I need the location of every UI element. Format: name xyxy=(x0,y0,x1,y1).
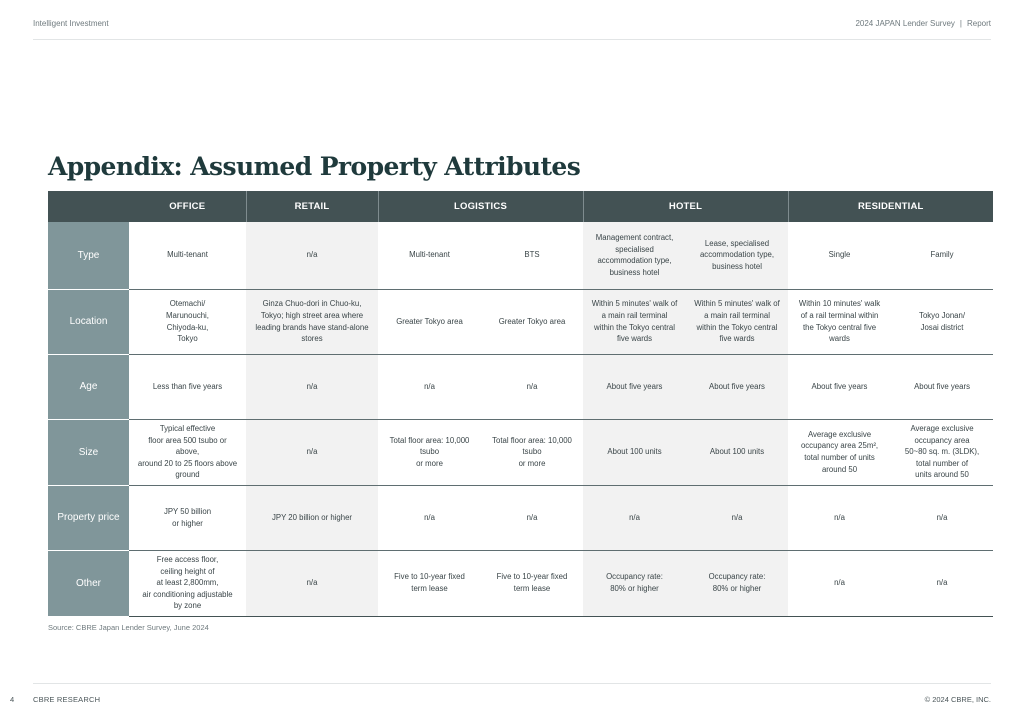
table-cell: n/a xyxy=(378,354,481,419)
group-header-residential: RESIDENTIAL xyxy=(788,191,993,222)
page-number: 4 xyxy=(10,695,15,704)
footer-publisher: CBRE RESEARCH xyxy=(33,695,101,704)
table-cell: Ginza Chuo-dori in Chuo-ku, Tokyo; high street area where leading brands have stand-alone stores xyxy=(246,289,378,354)
table-cell: Multi-tenant xyxy=(129,222,246,289)
header-divider xyxy=(33,39,991,40)
row-label-other: Other xyxy=(48,550,129,616)
table-row xyxy=(48,354,993,419)
table-cell: Five to 10-year fixed term lease xyxy=(378,550,481,616)
table-cell: About five years xyxy=(891,354,993,419)
table-cell: Total floor area: 10,000 tsubo or more xyxy=(378,419,481,485)
property-attributes-table xyxy=(48,191,993,617)
table-cell: n/a xyxy=(788,485,891,550)
table-cell: Occupancy rate: 80% or higher xyxy=(583,550,686,616)
table-cell: n/a xyxy=(481,354,583,419)
table-cell: About five years xyxy=(686,354,788,419)
table-cell: About 100 units xyxy=(686,419,788,485)
header-corner xyxy=(48,191,129,222)
table-cell: n/a xyxy=(246,550,378,616)
table-row xyxy=(48,550,993,616)
table-cell: Greater Tokyo area xyxy=(481,289,583,354)
table-row xyxy=(48,419,993,485)
row-label-location: Location xyxy=(48,289,129,354)
table-cell: Within 5 minutes' walk of a main rail terminal within the Tokyo central five wards xyxy=(686,289,788,354)
table-cell: n/a xyxy=(891,550,993,616)
table-cell: BTS xyxy=(481,222,583,289)
table-row xyxy=(48,485,993,550)
table-cell: Family xyxy=(891,222,993,289)
table-cell: Greater Tokyo area xyxy=(378,289,481,354)
page-title: Appendix: Assumed Property Attributes xyxy=(48,152,581,181)
table-cell: JPY 20 billion or higher xyxy=(246,485,378,550)
table-cell: About 100 units xyxy=(583,419,686,485)
table-cell: n/a xyxy=(686,485,788,550)
table-cell: Within 5 minutes' walk of a main rail terminal within the Tokyo central five wards xyxy=(583,289,686,354)
header-survey-name: 2024 JAPAN Lender Survey xyxy=(855,19,955,28)
table-cell: Otemachi/ Marunouchi, Chiyoda-ku, Tokyo xyxy=(129,289,246,354)
table-cell: About five years xyxy=(583,354,686,419)
row-label-property-price: Property price xyxy=(48,485,129,550)
table-cell: JPY 50 billion or higher xyxy=(129,485,246,550)
table-cell: Multi-tenant xyxy=(378,222,481,289)
row-label-age: Age xyxy=(48,354,129,419)
table-cell: Single xyxy=(788,222,891,289)
group-header-hotel: HOTEL xyxy=(583,191,788,222)
table-cell: n/a xyxy=(481,485,583,550)
table-cell: Lease, specialised accommodation type, business hotel xyxy=(686,222,788,289)
footer-copyright: © 2024 CBRE, INC. xyxy=(924,695,991,704)
row-label-type: Type xyxy=(48,222,129,289)
table-row xyxy=(48,222,993,289)
table-cell: Within 10 minutes' walk of a rail terminal within the Tokyo central five wards xyxy=(788,289,891,354)
table-cell: Five to 10-year fixed term lease xyxy=(481,550,583,616)
table-cell: About five years xyxy=(788,354,891,419)
table-cell: n/a xyxy=(378,485,481,550)
header-section: Report xyxy=(966,19,991,28)
table-cell: n/a xyxy=(788,550,891,616)
footer-divider xyxy=(33,683,991,684)
table-cell: Average exclusive occupancy area 25m², total number of units around 50 xyxy=(788,419,891,485)
header-brand: Intelligent Investment xyxy=(33,19,109,28)
table-cell: Occupancy rate: 80% or higher xyxy=(686,550,788,616)
header-report-title xyxy=(855,19,991,28)
group-header-logistics: LOGISTICS xyxy=(378,191,583,222)
table-cell: Average exclusive occupancy area 50~80 sq. m. (3LDK), total number of units around 50 xyxy=(891,419,993,485)
header-separator: | xyxy=(959,19,962,28)
source-note: Source: CBRE Japan Lender Survey, June 2024 xyxy=(48,623,209,632)
group-header-office: OFFICE xyxy=(129,191,246,222)
row-label-size: Size xyxy=(48,419,129,485)
table-cell: n/a xyxy=(583,485,686,550)
group-header-retail: RETAIL xyxy=(246,191,378,222)
table-cell: Tokyo Jonan/ Josai district xyxy=(891,289,993,354)
table-cell: n/a xyxy=(891,485,993,550)
table-cell: n/a xyxy=(246,419,378,485)
table-cell: Typical effective floor area 500 tsubo or above, around 20 to 25 floors above ground xyxy=(129,419,246,485)
table-cell: n/a xyxy=(246,354,378,419)
table-cell: Total floor area: 10,000 tsubo or more xyxy=(481,419,583,485)
table-cell: n/a xyxy=(246,222,378,289)
table-cell: Management contract, specialised accommodation type, business hotel xyxy=(583,222,686,289)
table-row xyxy=(48,289,993,354)
table-cell: Less than five years xyxy=(129,354,246,419)
table-cell: Free access floor, ceiling height of at least 2,800mm, air conditioning adjustable by zone xyxy=(129,550,246,616)
